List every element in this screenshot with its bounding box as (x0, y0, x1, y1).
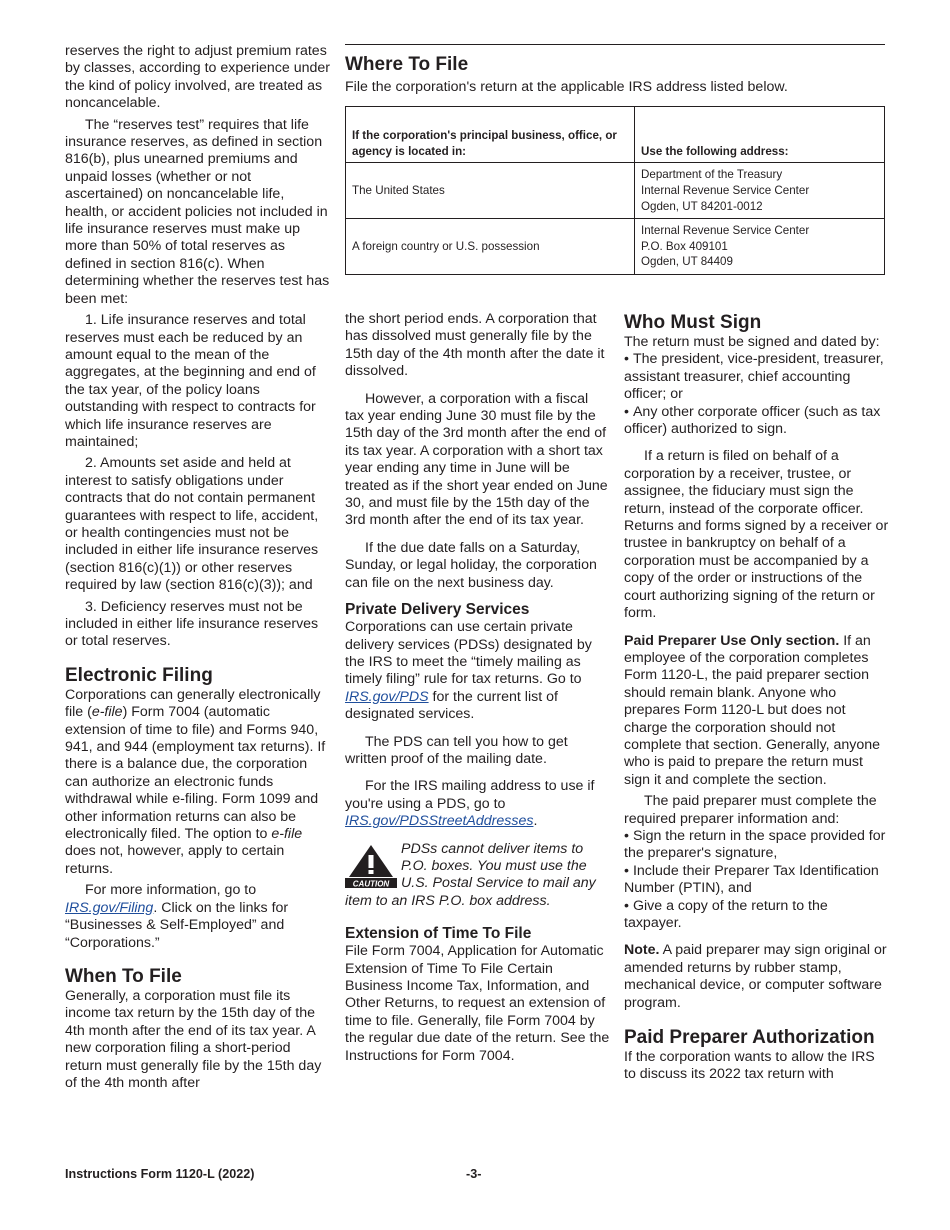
section-heading: Electronic Filing (65, 664, 213, 686)
address-cell: Department of the Treasury Internal Revenue Service Center Ogden, UT 84201-0012 (635, 163, 885, 219)
location-cell: The United States (346, 163, 635, 219)
table-header-row (346, 107, 885, 163)
page-number: -3- (466, 1167, 482, 1181)
subsection-heading: Extension of Time To File (345, 925, 532, 943)
list-item: 2. Amounts set aside and held at interest to satisfy obligations under contracts that do not contain permanent guarantees with respect to life, accident, or health contingencies must not be included in either life insurance reserves (section 816(c)(1)) or other reserves required by law (section 816(c)(3)); and (65, 455, 319, 594)
caution-text: PDSs cannot deliver items to P.O. boxes. You must use the U.S. Postal Service to mail any item to an IRS P.O. box address. (345, 840, 596, 909)
paragraph: The “reserves test” requires that life insurance reserves, as defined in section 816(b), plus unearned premiums and unpaid losses (whether or not ascertained) on noncancelable life, health, or accident policies not included in life insurance reserves must make up more than 50% of total reserves as defined in section 816(c). When determining whether the reserves test has been met: (65, 116, 330, 307)
list-item: 1. Life insurance reserves and total reserves must each be reduced by an amount equal to the mean of the aggregates, at the beginning and end of the tax year, of the policy loans outstanding with respect to contracts for which life insurance reserves are maintained; (65, 312, 316, 450)
address-table (345, 106, 885, 275)
paragraph: File Form 7004, Application for Automatic Extension of Time To File Certain Business Income Tax, Information, and Other Returns, to request an extension of time to file. Generally, file Form 7004 by the regular due date of the return. See the Instructions for Form 7004. (345, 943, 610, 1064)
caution-icon (345, 843, 397, 889)
caution-note (345, 841, 610, 911)
irs-pds-street-addresses-link[interactable]: IRS.gov/PDSStreetAddresses (345, 813, 534, 830)
footer-title: Instructions Form 1120-L (2022) (65, 1167, 255, 1181)
section-heading: When To File (65, 965, 182, 987)
irs-filing-link[interactable]: IRS.gov/Filing (65, 899, 154, 916)
divider (345, 44, 885, 45)
list-item: • Any other corporate officer (such as tax officer) authorized to sign. (624, 404, 889, 439)
table-row (346, 219, 885, 275)
paragraph: File the corporation's return at the applicable IRS address listed below. (345, 79, 788, 95)
list-item: • Give a copy of the return to the taxpayer. (624, 898, 889, 933)
paragraph: the short period ends. A corporation that has dissolved must generally file by the 15th day of the 4th month after the date it dissolved. (345, 311, 605, 380)
paragraph: However, a corporation with a fiscal tax year ending June 30 must file by the 15th day of the 3rd month after the end of its tax year. A corporation with a short tax year ending any time in June will be treated as if the short year ended on June 30, and must file by the 15th day of the 3rd month after the end of its tax year. (345, 390, 608, 529)
paragraph: Paid Preparer Use Only section. If an employee of the corporation completes Form 1120-L, the paid preparer section should remain blank. Anyone who prepares Form 1120-L but does not charge the corporation should not complete that section. Generally, anyone who is paid to prepare the return must sign it and complete the section. (624, 632, 881, 788)
paragraph: If the corporation wants to allow the IRS to discuss its 2022 tax return with (624, 1049, 875, 1083)
list-item: • Sign the return in the space provided for the preparer's signature, (624, 828, 889, 863)
section-heading: Paid Preparer Authorization (624, 1027, 875, 1049)
paragraph: Note. A paid preparer may sign original or amended returns by rubber stamp, mechanical device, or computer software program. (624, 942, 887, 1011)
paragraph: Generally, a corporation must file its income tax return by the 15th day of the 4th month after the end of its tax year. A new corporation filing a short-period return must generally file by the 15th day of the 4th month after (65, 987, 322, 1091)
list-item: • The president, vice-president, treasurer, assistant treasurer, chief accounting officer; or (624, 351, 889, 403)
section-heading: Who Must Sign (624, 312, 762, 333)
caution-label: CAUTION (352, 879, 390, 889)
column-middle (345, 311, 610, 1065)
column-header: If the corporation's principal business, office, or agency is located in: (346, 107, 635, 163)
paragraph: reserves the right to adjust premium rates by classes, according to experience under the kind of policy involved, are treated as noncancelable. (65, 43, 330, 112)
paragraph: The PDS can tell you how to get written proof of the mailing date. (345, 733, 568, 767)
where-to-file-section (345, 44, 885, 275)
paragraph: Corporations can generally electronically file (e-file) Form 7004 (automatic extension of time to file) and Forms 940, 941, and 944 (employment tax returns). If there is a balance due, the corporation can authorize an electronic funds withdrawal while e-filing. Form 1099 and other information returns can also be electronically filed. The option to e-file does not, however, apply to certain returns. (65, 686, 326, 877)
list-item: 3. Deficiency reserves must not be included in either life insurance reserves or total reserves. (65, 598, 319, 650)
paragraph: The paid preparer must complete the required preparer information and: (624, 793, 877, 827)
column-left (65, 43, 330, 1092)
location-cell: A foreign country or U.S. possession (346, 219, 635, 275)
paragraph: If a return is filed on behalf of a corporation by a receiver, trustee, or assignee, the fiduciary must sign the return, instead of the corporate officer. Returns and forms signed by a receiver or trustee in bankruptcy on behalf of a corporation must be accompanied by a copy of the order or instructions of the court authorizing signing of the return or form. (624, 448, 889, 622)
section-heading: Where To File (345, 54, 469, 75)
subsection-heading: Private Delivery Services (345, 601, 530, 619)
list-item: • Include their Preparer Tax Identification Number (PTIN), and (624, 863, 889, 898)
paragraph: If the due date falls on a Saturday, Sunday, or legal holiday, the corporation can file on the next business day. (345, 539, 597, 591)
irs-pds-link[interactable]: IRS.gov/PDS (345, 688, 429, 705)
paragraph: Corporations can use certain private delivery services (PDSs) designated by the IRS to meet the “timely mailing as timely filing” rule for tax returns. Go to IRS.gov/PDS for the current list of designated services. (345, 619, 592, 723)
paragraph: For more information, go to IRS.gov/Filing. Click on the links for “Businesses & Self-Employed” and “Corporations.” (65, 882, 289, 951)
address-cell: Internal Revenue Service Center P.O. Box 409101 Ogden, UT 84409 (635, 219, 885, 275)
table-row (346, 163, 885, 219)
paragraph: The return must be signed and dated by: (624, 334, 880, 350)
column-right (624, 311, 889, 1084)
column-header: Use the following address: (635, 107, 885, 163)
paragraph: For the IRS mailing address to use if you're using a PDS, go to IRS.gov/PDSStreetAddresses. (345, 778, 595, 830)
